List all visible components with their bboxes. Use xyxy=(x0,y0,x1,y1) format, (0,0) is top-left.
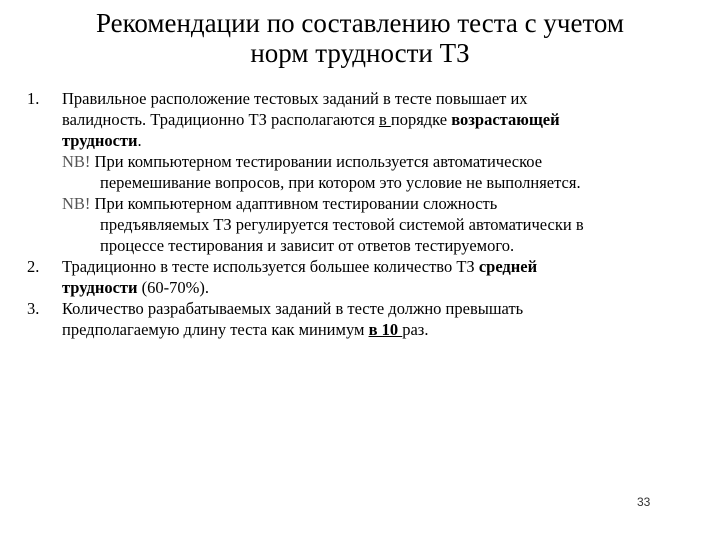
item-number: 1. xyxy=(27,89,40,108)
underlined-text: в xyxy=(378,110,391,129)
nb-text: При компьютерном тестировании используется автоматическое xyxy=(90,152,543,171)
item-number: 2. xyxy=(27,257,40,276)
item-line xyxy=(62,319,662,340)
nb-note-2 xyxy=(62,193,662,214)
bold-text: трудности xyxy=(62,278,138,297)
list-item xyxy=(0,88,662,256)
item-text: валидность. Традиционно ТЗ располагаются xyxy=(62,110,379,129)
slide-title xyxy=(60,8,660,68)
nb-note-2-cont: предъявляемых ТЗ регулируется тестовой системой автоматически в xyxy=(100,215,584,234)
item-line xyxy=(62,109,662,130)
recommendations-list xyxy=(0,88,720,340)
item-text: порядке xyxy=(390,110,452,129)
list-item xyxy=(0,298,662,340)
list-item xyxy=(0,256,662,298)
bold-text: средней xyxy=(478,257,538,276)
item-line xyxy=(62,88,662,109)
page-number: 33 xyxy=(637,495,651,509)
item-text: предполагаемую длину теста как минимум xyxy=(62,320,369,339)
item-text: . xyxy=(137,131,142,150)
nb-note-1-cont: перемешивание вопросов, при котором это условие не выполняется. xyxy=(100,173,581,192)
title-line-1: Рекомендации по составлению теста с учетом xyxy=(96,8,624,38)
title-line-2: норм трудности ТЗ xyxy=(250,38,470,68)
item-text: Правильное расположение тестовых заданий в тесте повышает их xyxy=(62,89,528,108)
nb-tag: NB! xyxy=(62,152,91,171)
item-text: Количество разрабатываемых заданий в тесте должно превышать xyxy=(62,299,524,318)
item-text: раз. xyxy=(402,320,429,339)
nb-text: При компьютерном адаптивном тестировании сложность xyxy=(90,194,498,213)
item-line xyxy=(62,298,662,319)
nb-note-1 xyxy=(62,151,662,172)
item-line xyxy=(62,130,662,151)
item-text: (60-70%). xyxy=(137,278,209,297)
nb-note-2-cont: процессе тестирования и зависит от ответов тестируемого. xyxy=(100,236,515,255)
item-line xyxy=(62,256,662,277)
bold-text: в 10 xyxy=(368,320,403,339)
bold-text: возрастающей xyxy=(451,110,560,129)
item-number: 3. xyxy=(27,299,40,318)
bold-text: трудности xyxy=(62,131,138,150)
item-text: Традиционно в тесте используется большее количество ТЗ xyxy=(62,257,479,276)
nb-tag: NB! xyxy=(62,194,91,213)
item-line xyxy=(62,277,662,298)
